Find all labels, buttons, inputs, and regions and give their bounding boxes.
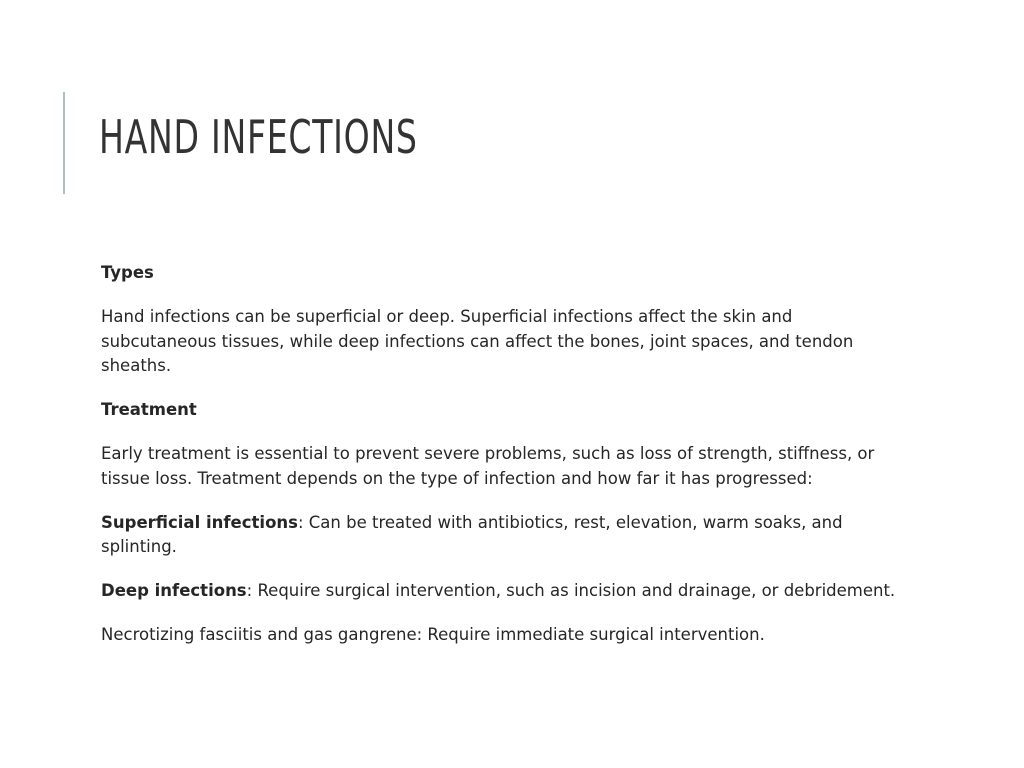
treatment-heading: Treatment bbox=[101, 400, 197, 419]
title-accent-bar bbox=[63, 92, 65, 194]
types-heading: Types bbox=[101, 263, 154, 282]
slide-content bbox=[101, 261, 911, 667]
slide-title: HAND INFECTIONS bbox=[99, 110, 418, 164]
superficial-infections-text: : Can be treated with antibiotics, rest, elevation, warm soaks, and splinting. bbox=[101, 512, 843, 556]
superficial-infections-label: Superficial infections bbox=[101, 512, 298, 532]
deep-infections-label: Deep infections bbox=[101, 581, 247, 600]
treatment-paragraph: Early treatment is essential to prevent severe problems, such as loss of strength, stiffness, or tissue loss. Treatment depends on the type of infection and how far it has progressed: bbox=[101, 444, 875, 488]
types-paragraph: Hand infections can be superficial or deep. Superficial infections affect the skin and subcutaneous tissues, while deep infections can affect the bones, joint spaces, and tendon sheaths. bbox=[101, 307, 854, 375]
deep-infections-text: : Require surgical intervention, such as incision and drainage, or debridement. bbox=[246, 581, 896, 600]
necrotizing-paragraph: Necrotizing fasciitis and gas gangrene: Require immediate surgical intervention. bbox=[101, 625, 765, 644]
deep-infections-item bbox=[101, 579, 911, 604]
superficial-infections-item bbox=[101, 511, 911, 560]
